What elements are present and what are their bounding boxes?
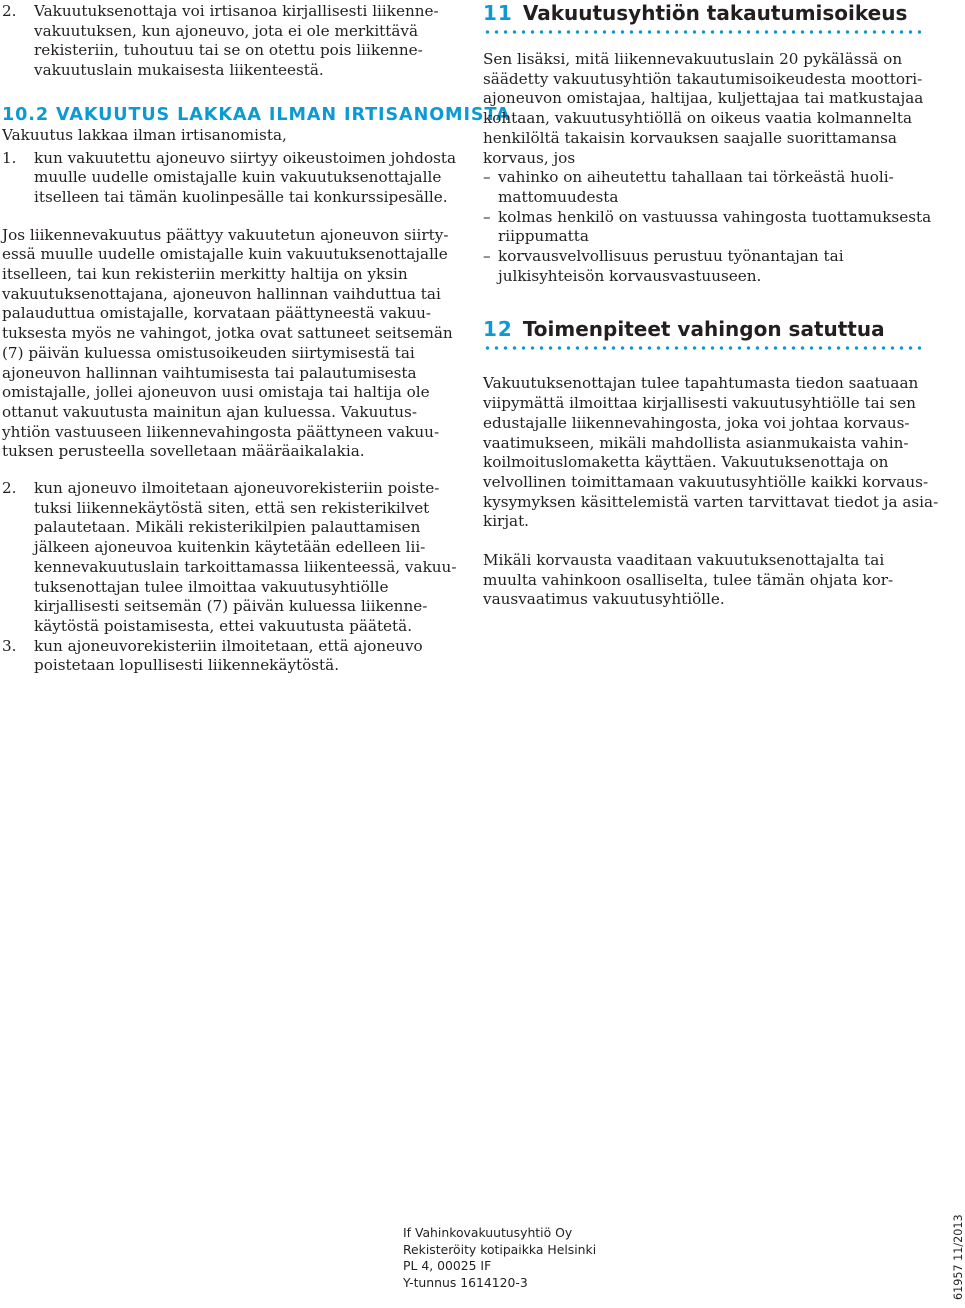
text-line: kysymyksen käsittelemistä varten tarvittavat tiedot ja asia-	[483, 492, 939, 511]
text-line: ottanut vakuutusta mainitun ajan kuluessa. Vakuutus-	[2, 402, 417, 421]
text-line: kennevakuutuslain tarkoittamassa liikenteessä, vakuu-	[34, 557, 457, 576]
text-line: kun vakuutettu ajoneuvo siirtyy oikeustoimen johdosta	[34, 148, 457, 167]
text-line: mattomuudesta	[498, 187, 619, 206]
text-line: henkilöltä takaisin korvauksen saajalle suorittamansa	[483, 128, 897, 147]
text-line: kirjallisesti seitsemän (7) päivän kuluessa liikenne-	[34, 597, 428, 616]
text-line: tuksen perusteella sovelletaan määräaikalakia.	[2, 442, 365, 461]
registered-domicile: Rekisteröity kotipaikka Helsinki	[403, 1241, 597, 1257]
paragraph-ilmoitusvelvollisuus	[483, 374, 939, 532]
item-2-poistetaan-liikennekaytosta	[2, 479, 457, 637]
company-name: If Vahinkovakuutusyhtiö Oy	[403, 1225, 573, 1240]
text-line: ajoneuvon omistajaa, haltijaa, kuljettajaa tai matkustajaa	[483, 89, 924, 108]
text-line: vakuutuksen, kun ajoneuvo, jota ei ole merkittävä	[34, 21, 419, 40]
item-number: 2.	[2, 479, 17, 498]
text-line: koilmoituslomaketta käyttäen. Vakuutuksenottaja on	[483, 453, 889, 472]
text-line: käytöstä poistamisesta, ettei vakuutusta päätetä.	[34, 616, 413, 635]
section-heading-12	[483, 317, 933, 341]
text-line: kun ajoneuvo ilmoitetaan ajoneuvorekisteriin poiste-	[34, 479, 440, 498]
text-line: tuksi liikennekäytöstä siten, että sen rekisterikilvet	[34, 498, 430, 517]
text-line: kirjat.	[483, 512, 530, 531]
paragraph-korvausvaatimus	[483, 551, 933, 610]
text-line: vakuutuslain mukaisesta liikenteestä.	[34, 61, 324, 80]
text-line: vaatimukseen, mikäli mahdollista asianmukaista vahin-	[483, 433, 909, 452]
text-line: itselleen, tai kun rekisteriin merkitty haltija on yksin	[2, 265, 408, 284]
text-line: itselleen tai tämän kuolinpesälle tai konkurssipesälle.	[34, 187, 448, 206]
text-line: Vakuutuksenottaja voi irtisanoa kirjallisesti liikenne-	[34, 2, 439, 20]
text-line: korvausvelvollisuus perustuu työnantajan tai	[498, 247, 844, 266]
text-line: vahinko on aiheutettu tahallaan tai törkeästä huoli-	[498, 168, 894, 187]
section-number: 12	[483, 317, 513, 342]
dash-bullet: –	[483, 207, 491, 226]
text-line: julkisyhteisön korvausvastuuseen.	[498, 266, 762, 285]
text-line: riippumatta	[498, 227, 589, 246]
text-line: (7) päivän kuluessa omistusoikeuden siirtymisestä tai	[2, 343, 415, 362]
business-id: Y-tunnus 1614120-3	[403, 1274, 528, 1290]
right-column	[483, 0, 939, 610]
text-line: poistetaan lopullisesti liikennekäytöstä.	[34, 656, 340, 675]
text-line: essä muulle uudelle omistajalle kuin vakuutuksenottajalle	[2, 245, 448, 264]
item-3-lopullisesti-poistettu	[2, 637, 442, 676]
postal-address: PL 4, 00025 IF	[403, 1258, 492, 1274]
text-line: muulle uudelle omistajalle kuin vakuutuksenottajalle	[34, 168, 442, 187]
section-title: Vakuutusyhtiön takautumisoikeus	[522, 1, 908, 25]
section-heading-11	[483, 1, 933, 25]
dash-list-item	[483, 247, 933, 286]
section-intro: Vakuutus lakkaa ilman irtisanomista,	[2, 125, 287, 144]
dotted-divider	[483, 30, 921, 34]
paragraph-paattyneen-vakuutuksen-korvaus	[2, 225, 453, 462]
text-line: jälkeen ajoneuvoa kuitenkin käytetään edelleen lii-	[34, 538, 426, 557]
text-line: Mikäli korvausta vaaditaan vakuutuksenottajalta tai	[483, 551, 885, 570]
text-line: edustajalle liikennevahingosta, joka voi johtaa korvaus-	[483, 413, 910, 432]
text-line: tuksesta myös ne vahingot, jotka ovat sattuneet seitsemän	[2, 324, 453, 343]
print-code: 61957 11/2013	[952, 1214, 965, 1300]
text-line: viipymättä ilmoittaa kirjallisesti vakuutusyhtiölle tai sen	[483, 394, 916, 413]
text-line: yhtiön vastuuseen liikennevahingosta päättyneen vakuu-	[2, 422, 440, 441]
item-number: 1.	[2, 148, 17, 167]
text-line: muulta vahinkoon osalliselta, tulee tämän ohjata kor-	[483, 570, 894, 589]
text-line: kun ajoneuvorekisteriin ilmoitetaan, että ajoneuvo	[34, 636, 423, 655]
text-line: korvaus, jos	[483, 148, 576, 167]
text-line: palauduttua omistajalle, korvataan päättyneestä vakuu-	[2, 304, 432, 323]
text-line: kohtaan, vakuutusyhtiöllä on oikeus vaatia kolmannelta	[483, 109, 913, 128]
text-line: vausvaatimus vakuutusyhtiölle.	[483, 590, 725, 609]
text-line: ajoneuvon hallinnan vaihtumisesta tai palautumisesta	[2, 363, 417, 382]
item-1-lakkaa	[2, 148, 457, 208]
dotted-divider	[483, 346, 921, 350]
dash-list-item	[483, 208, 933, 247]
text-line: säädetty vakuutusyhtiön takautumisoikeudesta moottori-	[483, 69, 923, 88]
item-number: 2.	[2, 2, 17, 20]
text-line: tuksenottajan tulee ilmoittaa vakuutusyhtiölle	[34, 577, 389, 596]
dash-list-item	[483, 168, 933, 207]
section-heading-10-2: 10.2 VAKUUTUS LAKKAA ILMAN IRTISANOMISTA	[2, 104, 511, 125]
section-title: Toimenpiteet vahingon satuttua	[522, 317, 885, 342]
text-line: vakuutuksenottajana, ajoneuvon hallinnan vaihduttua tai	[2, 284, 441, 303]
item-2-irtisanominen	[2, 2, 442, 81]
item-number: 3.	[2, 636, 17, 655]
text-line: rekisteriin, tuhoutuu tai se on otettu pois liikenne-	[34, 41, 423, 60]
dash-bullet: –	[483, 168, 491, 187]
text-line: Jos liikennevakuutus päättyy vakuutetun ajoneuvon siirty-	[2, 225, 449, 244]
text-line: kolmas henkilö on vastuussa vahingosta tuottamuksesta	[498, 207, 932, 226]
text-line: Vakuutuksenottajan tulee tapahtumasta tiedon saatuaan	[483, 374, 919, 393]
text-line: palautetaan. Mikäli rekisterikilpien palauttamisen	[34, 518, 421, 537]
dash-bullet: –	[483, 247, 491, 266]
section-number: 11	[483, 1, 513, 25]
text-line: omistajalle, jollei ajoneuvon uusi omistaja tai haltija ole	[2, 383, 430, 402]
company-footer	[403, 1225, 596, 1291]
paragraph-takautumisoikeus	[483, 50, 933, 168]
text-line: velvollinen toimittamaan vakuutusyhtiölle kaikki korvaus-	[483, 472, 929, 491]
text-line: Sen lisäksi, mitä liikennevakuutuslain 20 pykälässä on	[483, 50, 903, 68]
